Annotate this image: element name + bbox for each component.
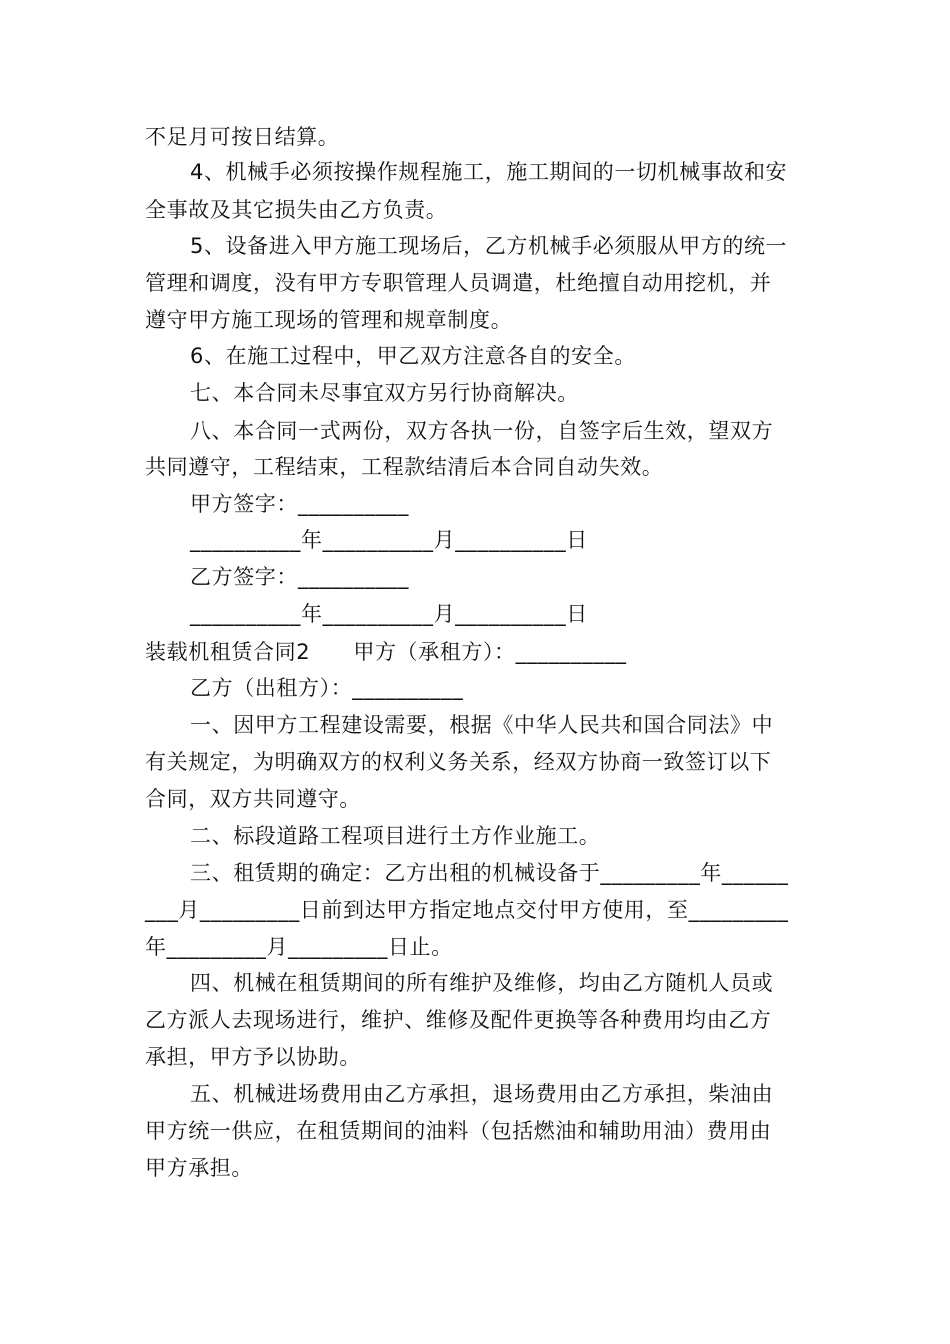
paragraph-line: 共同遵守，工程结束，工程款结清后本合同自动失效。 (145, 455, 664, 479)
paragraph-line: 遵守甲方施工现场的管理和规章制度。 (145, 308, 513, 332)
paragraph-line: 有关规定，为明确双方的权利义务关系，经双方协商一致签订以下 (145, 750, 772, 774)
paragraph-line: 乙方（出租方）：__________ (190, 676, 464, 700)
paragraph-line: 一、因甲方工程建设需要，根据《中华人民共和国合同法》中 (190, 713, 774, 737)
paragraph-line: 4、机械手必须按操作规程施工，施工期间的一切机械事故和安 (190, 160, 788, 184)
paragraph-line: 四、机械在租赁期间的所有维护及维修，均由乙方随机人员或 (190, 971, 774, 995)
paragraph-line: 6、在施工过程中，甲乙双方注意各自的安全。 (190, 344, 636, 368)
paragraph-line: 二、标段道路工程项目进行土方作业施工。 (190, 824, 601, 848)
paragraph-line: ___月_________日前到达甲方指定地点交付甲方使用，至_________ (145, 898, 789, 922)
paragraph-line: 管理和调度，没有甲方专职管理人员调遣，杜绝擅自动用挖机，并 (145, 271, 772, 295)
paragraph-line: 五、机械进场费用由乙方承担，退场费用由乙方承担，柴油由 (190, 1082, 774, 1106)
paragraph-line: 承担，甲方予以协助。 (145, 1045, 361, 1069)
signature-line-party-b: 乙方签字：__________ (190, 565, 409, 589)
paragraph-line: 年_________月_________日止。 (145, 935, 453, 959)
date-line-party-b: __________年__________月__________日 (190, 602, 588, 626)
paragraph-line: 七、本合同未尽事宜双方另行协商解决。 (190, 381, 579, 405)
contract-heading-line: 装载机租赁合同2 甲方（承租方）：__________ (145, 640, 627, 664)
date-line-party-a: __________年__________月__________日 (190, 528, 588, 552)
paragraph-line: 三、租赁期的确定：乙方出租的机械设备于_________年______ (190, 861, 789, 885)
paragraph-line: 全事故及其它损失由乙方负责。 (145, 198, 448, 222)
paragraph-line: 合同，双方共同遵守。 (145, 787, 361, 811)
paragraph-line: 5、设备进入甲方施工现场后，乙方机械手必须服从甲方的统一 (190, 234, 788, 258)
paragraph-line: 乙方派人去现场进行，维护、维修及配件更换等各种费用均由乙方 (145, 1008, 772, 1032)
paragraph-line: 八、本合同一式两份，双方各执一份，自签字后生效，望双方 (190, 419, 774, 443)
signature-line-party-a: 甲方签字：__________ (190, 492, 409, 516)
paragraph-line: 不足月可按日结算。 (145, 125, 340, 149)
paragraph-line: 甲方承担。 (145, 1156, 253, 1180)
paragraph-line: 甲方统一供应，在租赁期间的油料（包括燃油和辅助用油）费用由 (145, 1119, 772, 1143)
